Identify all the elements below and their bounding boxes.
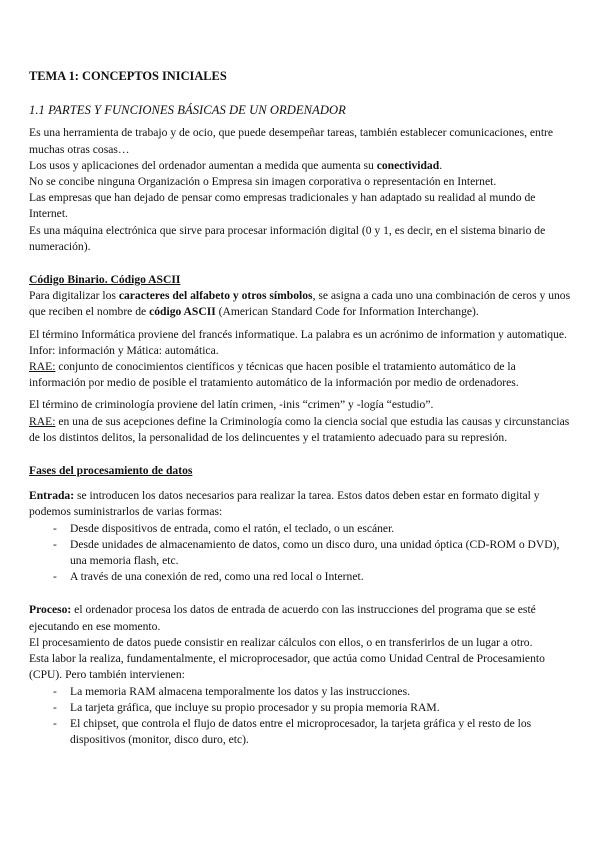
intro-paragraph-2 [29, 158, 574, 174]
proceso-label: Proceso: [29, 603, 72, 617]
intro-paragraph-1: Es una herramienta de trabajo y de ocio, que puede desempeñar tareas, también establecer comunicaciones, entre muchas otras cosas… [29, 126, 554, 156]
list-item-text: El chipset, que controla el flujo de datos entre el microprocesador, la tarjeta gráfica y el resto de los dispositivos (monitor, disco duro, etc). [70, 716, 532, 747]
proceso-paragraph [29, 602, 574, 634]
intro-paragraph-5: Es una máquina electrónica que sirve para procesar información digital (0 y 1, es decir, en el sistema binario de numeración). [29, 223, 546, 253]
list-item [29, 569, 574, 585]
intro-paragraph-4: Las empresas que han dejado de pensar como empresas tradicionales y han adaptado su realidad al mundo de Internet. [29, 191, 536, 221]
binario-heading: Código Binario. Código ASCII [29, 273, 181, 287]
fases-heading: Fases del procesamiento de datos [29, 464, 193, 478]
intro-paragraph-3: No se concibe ninguna Organización o Empresa sin imagen corporativa o representación en Internet. [29, 175, 497, 189]
informatica-rae-text: conjunto de conocimientos científicos y técnicas que hacen posible el tratamiento automático de la información por medio de posible el tratamiento automático de la información por medio de ordenadores. [29, 360, 519, 390]
binario-p1-e: (American Standard Code for Information Interchange). [215, 305, 479, 319]
dash-marker: - [53, 521, 57, 535]
criminologia-rae-paragraph [29, 414, 574, 446]
proceso-list [29, 684, 574, 749]
binario-paragraph [29, 288, 574, 320]
dash-marker: - [53, 684, 57, 698]
binario-p1-c: , se asigna a cada uno una combinación de ceros y unos que reciben el nombre de [29, 289, 571, 319]
proceso-text: el ordenador procesa los datos de entrada de acuerdo con las instrucciones del programa que se esté ejecutando en ese momento. [29, 603, 536, 633]
dash-marker: - [53, 716, 57, 730]
entrada-paragraph [29, 488, 574, 520]
proceso-paragraph-3: Esta labor la realiza, fundamentalmente, el microprocesador, que actúa como Unidad Central de Procesamiento (CPU). Pero también intervienen: [29, 652, 545, 682]
rae-label: RAE: [29, 360, 56, 374]
chapter-title: TEMA 1: CONCEPTOS INICIALES [29, 69, 227, 83]
entrada-label: Entrada: [29, 489, 75, 503]
binario-p1-b: caracteres del alfabeto y otros símbolos [118, 289, 313, 303]
informatica-rae-paragraph [29, 359, 574, 391]
intro-p2-end: . [439, 158, 443, 172]
dash-marker: - [53, 537, 57, 551]
section-title: 1.1 PARTES Y FUNCIONES BÁSICAS DE UN ORDENADOR [29, 103, 346, 118]
list-item-text: La tarjeta gráfica, que incluye su propio procesador y su propia memoria RAM. [70, 700, 440, 714]
intro-p2-bold: conectividad [376, 158, 440, 172]
entrada-list [29, 521, 574, 586]
criminologia-paragraph: El término de criminología proviene del latín crimen, -inis “crimen” y -logía “estudio”. [29, 398, 434, 412]
list-item [29, 700, 574, 716]
entrada-text: se introducen los datos necesarios para realizar la tarea. Estos datos deben estar en formato digital y podemos suministrarlos de varias formas: [29, 489, 540, 519]
binario-p1-d: código ASCII [149, 305, 216, 319]
rae-label: RAE: [29, 414, 56, 428]
dash-marker: - [53, 570, 57, 584]
list-item-text: A través de una conexión de red, como una red local o Internet. [70, 570, 364, 584]
list-item [29, 537, 574, 569]
list-item-text: La memoria RAM almacena temporalmente los datos y las instrucciones. [70, 684, 410, 698]
document-body [29, 68, 574, 748]
list-item-text: Desde unidades de almacenamiento de datos, como un disco duro, una unidad óptica (CD-ROM o DVD), una memoria flash, etc. [70, 537, 560, 568]
criminologia-rae-text: en una de sus acepciones define la Criminología como la ciencia social que estudia las causas y circunstancias de los distintos delitos, la personalidad de los delincuentes y el tratamiento adecuado para su represión. [29, 414, 570, 444]
intro-p2-text: Los usos y aplicaciones del ordenador aumentan a medida que aumenta su [29, 158, 377, 172]
list-item [29, 716, 574, 748]
dash-marker: - [53, 700, 57, 714]
list-item [29, 521, 574, 537]
list-item-text: Desde dispositivos de entrada, como el ratón, el teclado, o un escáner. [70, 521, 395, 535]
list-item [29, 684, 574, 700]
binario-p1-a: Para digitalizar los [29, 289, 119, 303]
proceso-paragraph-2: El procesamiento de datos puede consistir en realizar cálculos con ellos, o en transferirlos de un lugar a otro. [29, 635, 533, 649]
informatica-paragraph: El término Informática proviene del francés informatique. La palabra es un acrónimo de information y automatique. Infor: información y Mática: automática. [29, 327, 567, 357]
